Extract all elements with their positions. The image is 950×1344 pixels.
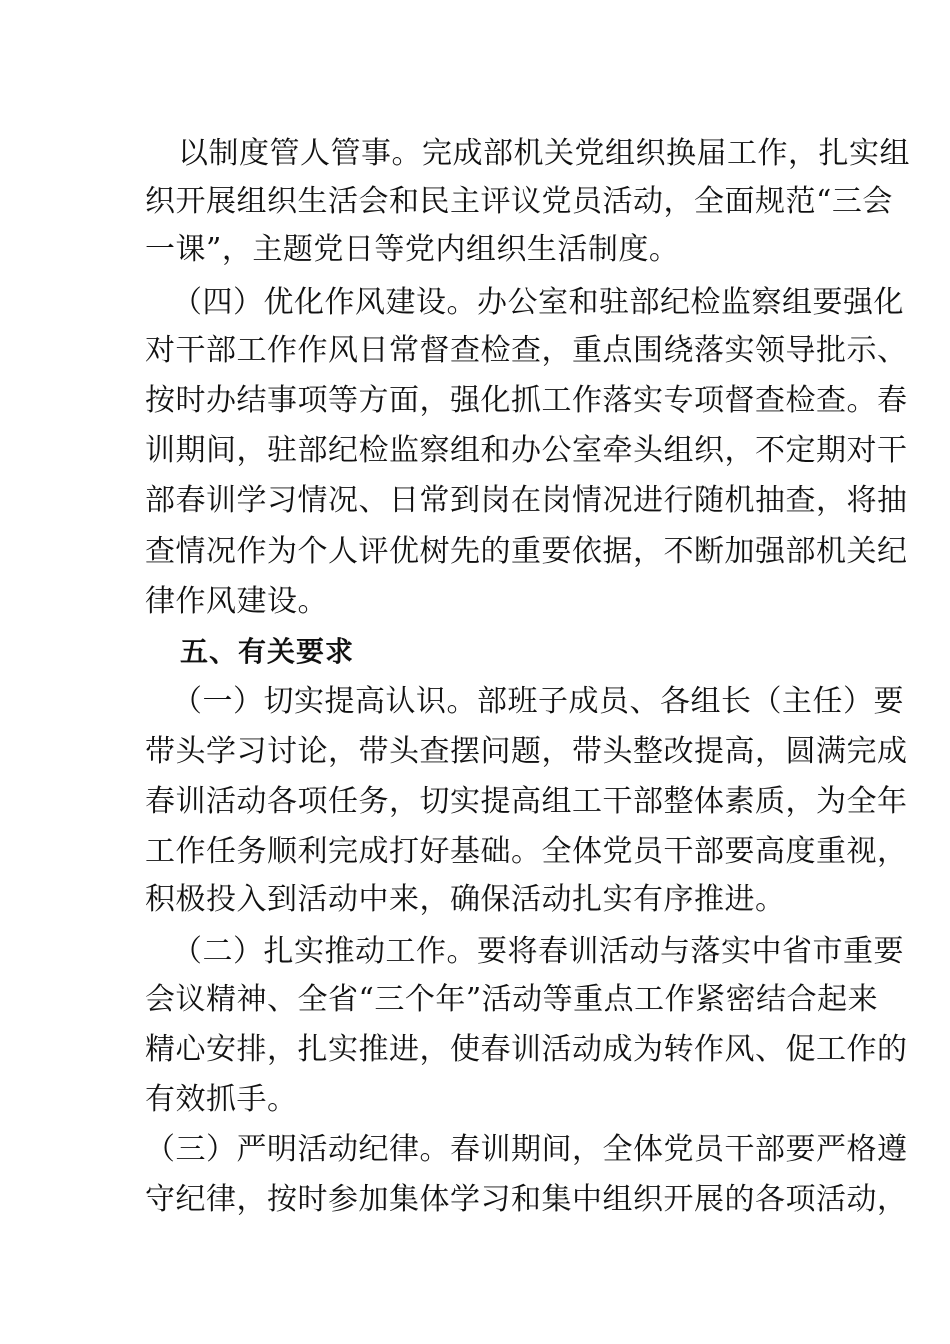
text-line-18: 会议精神、全省“三个年”活动等重点工作紧密结合起来: [145, 982, 879, 1017]
text-line-21: （三）严明活动纪律。春训期间，全体党员干部要严格遵: [145, 1132, 908, 1167]
text-line-8: 部春训学习情况、日常到岗在岗情况进行随机抽查，将抽: [145, 483, 908, 518]
text-line-9: 查情况作为个人评优树先的重要依据，不断加强部机关纪: [145, 534, 908, 569]
text-line-5: 对干部工作作风日常督查检查，重点围绕落实领导批示、: [145, 333, 908, 368]
text-line-20: 有效抓手。: [145, 1082, 298, 1117]
text-line-14: 春训活动各项任务，切实提高组工干部整体素质，为全年: [145, 784, 908, 819]
section-heading: 五、有关要求: [180, 635, 355, 668]
text-line-13: 带头学习讨论，带头查摆问题，带头整改提高，圆满完成: [145, 734, 908, 769]
text-line-17: （二）扎实推动工作。要将春训活动与落实中省市重要: [172, 934, 904, 969]
text-line-16: 积极投入到活动中来，确保活动扎实有序推进。: [145, 882, 786, 917]
text-line-7: 训期间，驻部纪检监察组和办公室牵头组织，不定期对干: [145, 433, 908, 468]
text-line-10: 律作风建设。: [145, 584, 328, 619]
text-line-1: 以制度管人管事。完成部机关党组织换届工作，扎实组: [178, 136, 910, 171]
text-line-12: （一）切实提高认识。部班子成员、各组长（主任）要: [172, 684, 904, 719]
text-line-6: 按时办结事项等方面，强化抓工作落实专项督查检查。春: [145, 383, 908, 418]
text-line-19: 精心安排，扎实推进，使春训活动成为转作风、促工作的: [145, 1032, 908, 1067]
text-line-2: 织开展组织生活会和民主评议党员活动，全面规范“三会: [145, 184, 893, 219]
text-line-22: 守纪律，按时参加集体学习和集中组织开展的各项活动，: [145, 1182, 908, 1217]
text-line-15: 工作任务顺利完成打好基础。全体党员干部要高度重视，: [145, 834, 908, 869]
text-line-3: 一课”，主题党日等党内组织生活制度。: [145, 232, 680, 267]
text-line-4: （四）优化作风建设。办公室和驻部纪检监察组要强化: [172, 285, 904, 320]
